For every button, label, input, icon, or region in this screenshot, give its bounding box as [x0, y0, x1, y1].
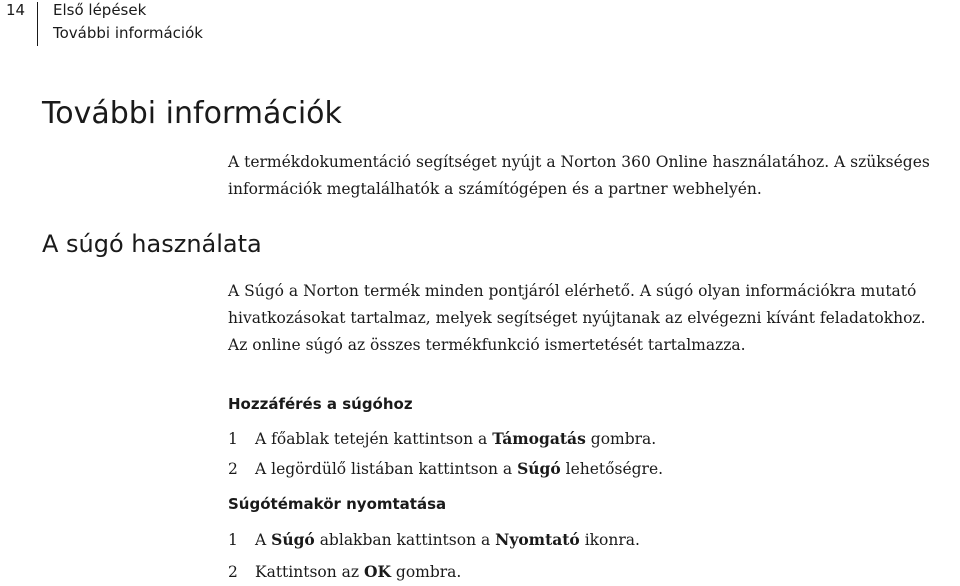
step-text: A legördülő listában kattintson a [255, 460, 518, 478]
procedure-step [228, 529, 640, 551]
step-text: gombra. [585, 430, 657, 448]
body-paragraph: A Súgó a Norton termék minden pontjáról elérhető. A súgó olyan információkra mutató hivatkozásokat tartalmaz, melyek segítséget nyújtanak az elvégezni kívánt feladatokhoz. Az online súgó az összes termékfunkció ismertetését tartalmazza. [228, 282, 926, 354]
step-text: lehetőségre. [560, 460, 664, 478]
procedure-step [228, 458, 663, 480]
subsection-title: A súgó használata [42, 230, 262, 258]
page-title: További információk [42, 96, 342, 131]
step-number: 1 [228, 531, 238, 549]
step-ui-term: Támogatás [492, 429, 586, 448]
step-ui-term: Súgó [271, 530, 315, 549]
step-text: Kattintson az [255, 563, 364, 581]
step-text: gombra. [390, 563, 462, 581]
running-header-chapter: Első lépések [53, 1, 147, 19]
step-text: ikonra. [579, 531, 640, 549]
step-text: ablakban kattintson a [314, 531, 496, 549]
procedure-step [228, 428, 656, 450]
procedure-heading-access-help: Hozzáférés a súgóhoz [228, 395, 413, 413]
step-ui-term: OK [363, 562, 391, 581]
running-header-section: További információk [53, 24, 203, 42]
header-divider [37, 2, 38, 46]
step-text: A főablak tetején kattintson a [255, 430, 493, 448]
procedure-step [228, 561, 461, 583]
procedure-heading-print-topic: Súgótémakör nyomtatása [228, 495, 447, 513]
step-number: 2 [228, 460, 238, 478]
step-number: 1 [228, 430, 238, 448]
step-ui-term: Súgó [517, 459, 561, 478]
step-text: A [255, 531, 272, 549]
intro-paragraph: A termékdokumentáció segítséget nyújt a Norton 360 Online használatához. A szükséges információk megtalálhatók a számítógépen és a partner webhelyén. [228, 153, 930, 198]
step-number: 2 [228, 563, 238, 581]
step-ui-term: Nyomtató [495, 530, 580, 549]
page-number: 14 [6, 1, 26, 19]
